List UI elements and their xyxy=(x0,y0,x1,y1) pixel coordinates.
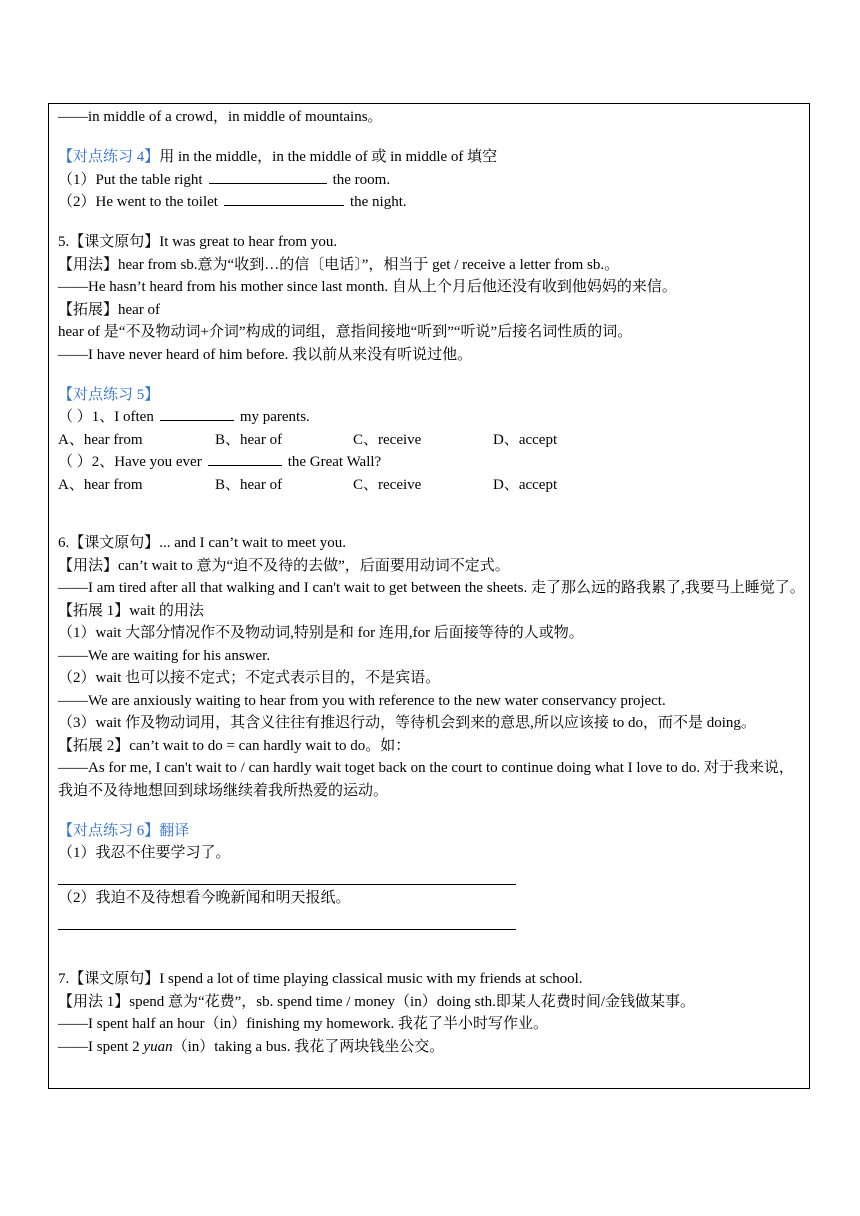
example-text: （in）taking a bus. 我花了两块钱坐公交。 xyxy=(172,1038,445,1055)
wait-usage-3: （3）wait 作及物动词用，其含义往往有推迟行动，等待机会到来的意思,所以应该接 to do，而不是 doing。 xyxy=(58,715,756,731)
exercise-5-question-2 xyxy=(58,451,808,474)
usage-note: 【用法】hear from sb.意为“收到…的信〔电话〕”，相当于 get / receive a letter from sb.。 xyxy=(58,256,620,273)
exercise-5-options-1 xyxy=(58,429,808,452)
question-text: my parents. xyxy=(239,409,310,425)
option-d[interactable]: D、accept xyxy=(493,476,558,493)
example-line: ——I am tired after all that walking and I can't wait to get between the sheets. 走了那么远的路我累了,我要马上睡觉了。 xyxy=(58,580,805,596)
section-7-sentence: 7.【课文原句】I spend a lot of time playing classical music with my friends at school. xyxy=(58,971,583,987)
answer-blank[interactable] xyxy=(209,169,327,184)
extension-heading: 【拓展】hear of xyxy=(58,301,161,318)
example-line: ——in middle of a crowd，in middle of mountains。 xyxy=(58,109,383,125)
exercise-4-heading xyxy=(58,146,808,169)
item-text: the night. xyxy=(349,194,407,210)
exercise-5-question-1 xyxy=(58,406,808,429)
usage-1-note: 【用法 1】spend 意为“花费”，sb. spend time / money（in）doing sth.即某人花费时间/金钱做某事。 xyxy=(58,993,696,1010)
example-text-italic: yuan xyxy=(143,1038,173,1055)
question-text: （ ）1、I often xyxy=(58,409,154,425)
usage-note: 【用法】can’t wait to 意为“迫不及待的去做”，后面要用动词不定式。 xyxy=(58,557,510,574)
answer-line[interactable] xyxy=(58,865,808,888)
section-6-sentence: 6.【课文原句】... and I can’t wait to meet you. xyxy=(58,535,347,551)
example-line: ——I have never heard of him before. 我以前从来没有听说过他。 xyxy=(58,346,473,363)
item-text: （2）He went to the toilet xyxy=(58,194,218,210)
exercise-5-options-2 xyxy=(58,474,808,497)
question-text: （ ）2、Have you ever xyxy=(58,454,202,470)
option-c[interactable]: C、receive xyxy=(353,431,422,448)
extension-2-heading: 【拓展 2】can’t wait to do = can hardly wait to do。如： xyxy=(58,737,411,754)
option-a[interactable]: A、hear from xyxy=(58,431,143,448)
exercise-4-item-1 xyxy=(58,169,808,192)
example-line xyxy=(58,1036,808,1059)
exercise-4-item-2 xyxy=(58,191,808,214)
answer-line[interactable] xyxy=(58,910,808,933)
wait-usage-2: （2）wait 也可以接不定式；不定式表示目的，不是宾语。 xyxy=(58,670,441,686)
exercise-5-heading: 【对点练习 5】 xyxy=(58,386,160,403)
example-text: ——I spent 2 xyxy=(58,1038,144,1055)
extension-note: hear of 是“不及物动词+介词”构成的词组，意指间接地“听到”“听说”后接名词性质的词。 xyxy=(58,324,633,340)
exercise-instruction: 用 in the middle，in the middle of 或 in middle of 填空 xyxy=(159,149,498,165)
translation-item-2: （2）我迫不及待想看今晚新闻和明天报纸。 xyxy=(58,890,351,906)
example-line: ——I spent half an hour（in）finishing my homework. 我花了半小时写作业。 xyxy=(58,1016,548,1032)
section-5-sentence: 5.【课文原句】It was great to hear from you. xyxy=(58,234,338,250)
translation-item-1: （1）我忍不住要学习了。 xyxy=(58,845,231,861)
item-text: the room. xyxy=(332,171,391,188)
option-c[interactable]: C、receive xyxy=(353,476,422,493)
answer-blank[interactable] xyxy=(208,451,282,466)
item-text: （1）Put the table right xyxy=(58,171,203,188)
extension-1-heading: 【拓展 1】wait 的用法 xyxy=(58,602,204,619)
option-b[interactable]: B、hear of xyxy=(215,431,283,448)
answer-blank[interactable] xyxy=(224,191,344,206)
option-d[interactable]: D、accept xyxy=(493,431,558,448)
example-line: ——He hasn’t heard from his mother since last month. 自从上个月后他还没有收到他妈妈的来信。 xyxy=(58,279,677,295)
question-text: the Great Wall? xyxy=(287,454,382,470)
example-line: ——As for me, I can't wait to / can hardly wait toget back on the court to continue doing what I love to do. 对于我来说，我迫不及待地想回到球场继续着我所热爱的运动。 xyxy=(58,760,794,799)
wait-usage-1: （1）wait 大部分情况作不及物动词,特别是和 for 连用,for 后面接等待的人或物。 xyxy=(58,625,584,641)
example-line: ——We are anxiously waiting to hear from you with reference to the new water conservancy project. xyxy=(58,692,666,709)
exercise-tag: 【对点练习 4】 xyxy=(58,149,160,165)
answer-blank[interactable] xyxy=(160,406,234,421)
exercise-6-heading: 【对点练习 6】翻译 xyxy=(58,822,190,839)
option-b[interactable]: B、hear of xyxy=(215,476,283,493)
example-line: ——We are waiting for his answer. xyxy=(58,647,271,664)
document-body xyxy=(58,106,808,1058)
option-a[interactable]: A、hear from xyxy=(58,476,143,493)
